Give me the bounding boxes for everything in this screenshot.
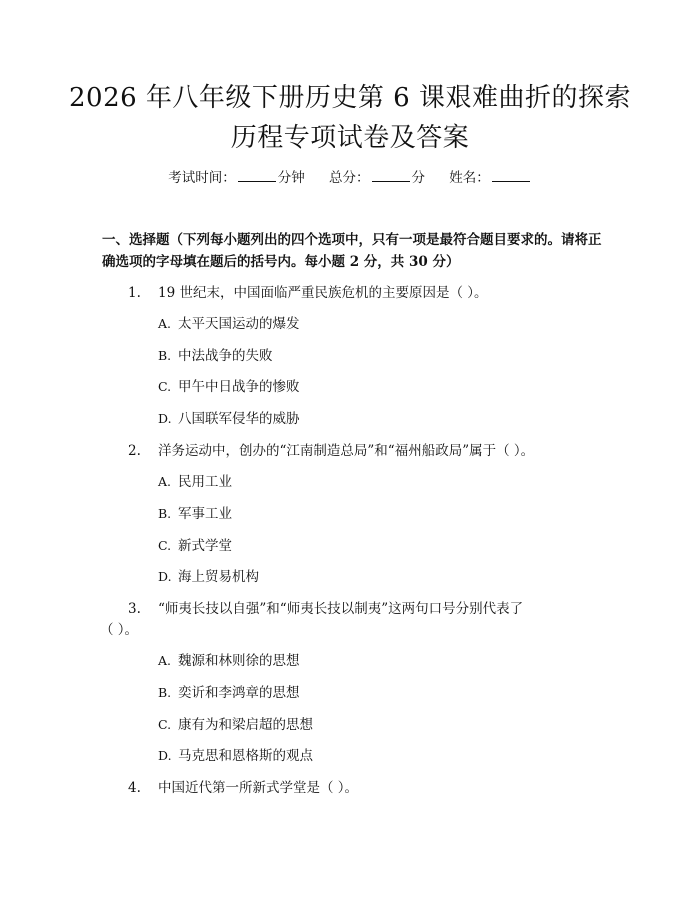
section-heading: 一、选择题（下列每小题列出的四个选项中，只有一项是最符合题目要求的。请将正确选项的字母填在题后的括号内。每小题 2 分，共 30 分） bbox=[102, 232, 602, 270]
question-number: 4. bbox=[128, 780, 141, 796]
question-3 bbox=[128, 599, 523, 619]
option-letter: A. bbox=[158, 474, 172, 489]
option-text: 八国联军侵华的威胁 bbox=[178, 411, 300, 427]
option-text: 马克思和恩格斯的观点 bbox=[178, 748, 313, 764]
option-letter: D. bbox=[158, 748, 172, 763]
score-unit: 分 bbox=[411, 170, 425, 186]
option-letter: B. bbox=[158, 506, 172, 521]
option-letter: C. bbox=[158, 538, 172, 553]
option-text: 康有为和梁启超的思想 bbox=[178, 717, 313, 733]
question-stem: 中国近代第一所新式学堂是（ ）。 bbox=[158, 780, 359, 796]
option-text: 甲午中日战争的惨败 bbox=[178, 379, 300, 395]
option-text: 军事工业 bbox=[178, 506, 232, 522]
exam-time bbox=[168, 168, 305, 188]
option-letter: C. bbox=[158, 379, 172, 394]
total-score bbox=[329, 168, 425, 188]
option-letter: A. bbox=[158, 653, 172, 668]
time-unit: 分钟 bbox=[277, 170, 305, 186]
question-1 bbox=[128, 283, 488, 303]
option-2d[interactable] bbox=[158, 567, 259, 587]
question-number: 2. bbox=[128, 443, 141, 459]
option-letter: A. bbox=[158, 316, 172, 331]
question-number: 1. bbox=[128, 285, 141, 301]
option-2b[interactable] bbox=[158, 504, 232, 524]
question-stem: 洋务运动中，创办的“江南制造总局”和“福州船政局”属于（ ）。 bbox=[158, 443, 535, 459]
option-1b[interactable] bbox=[158, 346, 273, 366]
question-stem: 19 世纪末，中国面临严重民族危机的主要原因是（ ）。 bbox=[158, 285, 488, 301]
option-1d[interactable] bbox=[158, 409, 300, 429]
option-2c[interactable] bbox=[158, 536, 232, 556]
option-1c[interactable] bbox=[158, 377, 300, 397]
option-text: 魏源和林则徐的思想 bbox=[178, 653, 300, 669]
question-stem: “师夷长技以自强”和“师夷长技以制夷”这两句口号分别代表了 bbox=[158, 601, 524, 617]
option-text: 太平天国运动的爆发 bbox=[178, 316, 300, 332]
option-letter: B. bbox=[158, 685, 172, 700]
option-letter: D. bbox=[158, 569, 172, 584]
score-blank[interactable] bbox=[372, 169, 410, 182]
option-text: 奕䜣和李鸿章的思想 bbox=[178, 685, 300, 701]
option-letter: D. bbox=[158, 411, 172, 426]
option-3c[interactable] bbox=[158, 715, 313, 735]
student-name bbox=[449, 168, 532, 188]
option-text: 新式学堂 bbox=[178, 538, 232, 554]
option-3b[interactable] bbox=[158, 683, 300, 703]
question-3-continuation: （ ）。 bbox=[100, 622, 139, 638]
option-letter: C. bbox=[158, 717, 172, 732]
score-label: 总分： bbox=[329, 170, 370, 186]
question-4 bbox=[128, 778, 358, 798]
page-title: 2026 年八年级下册历史第 6 课艰难曲折的探索历程专项试卷及答案 bbox=[68, 83, 631, 153]
time-label: 考试时间： bbox=[168, 170, 236, 186]
time-blank[interactable] bbox=[238, 169, 276, 182]
option-text: 中法战争的失败 bbox=[178, 348, 273, 364]
question-2 bbox=[128, 441, 534, 461]
option-text: 民用工业 bbox=[178, 474, 232, 490]
option-3d[interactable] bbox=[158, 746, 313, 766]
option-3a[interactable] bbox=[158, 651, 300, 671]
option-1a[interactable] bbox=[158, 314, 300, 334]
name-label: 姓名： bbox=[449, 170, 490, 186]
option-text: 海上贸易机构 bbox=[178, 569, 259, 585]
question-number: 3. bbox=[128, 601, 141, 617]
option-2a[interactable] bbox=[158, 472, 232, 492]
exam-meta bbox=[0, 168, 700, 188]
name-blank[interactable] bbox=[492, 169, 530, 182]
option-letter: B. bbox=[158, 348, 172, 363]
